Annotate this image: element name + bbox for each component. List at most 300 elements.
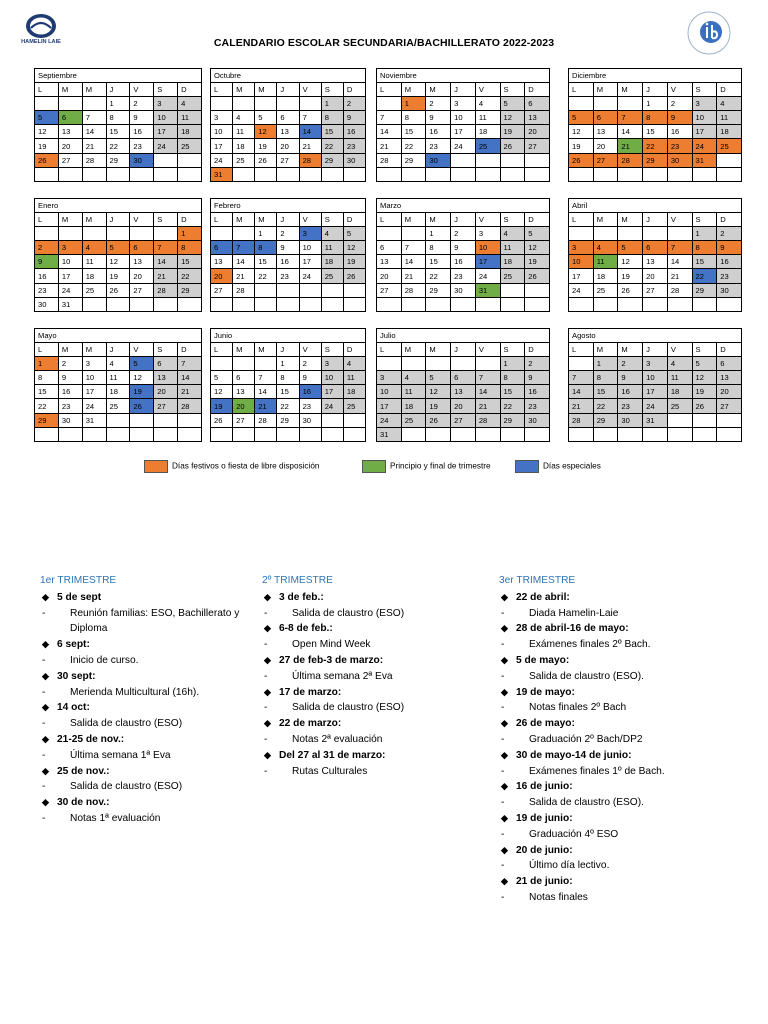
day-header: L bbox=[377, 343, 402, 357]
legend-swatch-especial bbox=[515, 460, 539, 473]
day-header: D bbox=[525, 213, 550, 227]
day-cell: 24 bbox=[643, 399, 668, 413]
day-cell: 5 bbox=[618, 241, 643, 255]
month-name: Febrero bbox=[211, 199, 366, 213]
month-name: Septiembre bbox=[35, 69, 202, 83]
day-header: D bbox=[717, 213, 742, 227]
day-header: L bbox=[211, 83, 233, 97]
event-description: - Último día lectivo. bbox=[499, 858, 719, 874]
empty-day-cell bbox=[426, 357, 451, 371]
day-header: D bbox=[343, 83, 365, 97]
day-cell: 12 bbox=[692, 371, 717, 385]
day-cell: 14 bbox=[178, 371, 202, 385]
day-cell: 26 bbox=[500, 139, 525, 153]
day-cell: 12 bbox=[569, 125, 594, 139]
day-cell: 11 bbox=[401, 385, 426, 399]
day-cell: 30 bbox=[451, 283, 476, 297]
day-cell: 4 bbox=[593, 241, 618, 255]
empty-day-cell bbox=[475, 357, 500, 371]
empty-day-cell bbox=[82, 167, 106, 181]
day-cell: 6 bbox=[154, 357, 178, 371]
day-cell: 8 bbox=[692, 241, 717, 255]
day-cell: 16 bbox=[717, 255, 742, 269]
empty-day-cell bbox=[130, 413, 154, 427]
day-cell: 14 bbox=[299, 125, 321, 139]
month-noviembre bbox=[376, 68, 550, 182]
day-cell: 7 bbox=[475, 371, 500, 385]
day-cell: 22 bbox=[401, 139, 426, 153]
day-header: M bbox=[233, 213, 255, 227]
day-cell: 9 bbox=[130, 111, 154, 125]
day-cell: 29 bbox=[35, 413, 59, 427]
day-header: M bbox=[82, 83, 106, 97]
empty-day-cell bbox=[717, 297, 742, 311]
day-cell: 12 bbox=[426, 385, 451, 399]
day-cell: 4 bbox=[475, 97, 500, 111]
day-cell: 3 bbox=[154, 97, 178, 111]
day-cell: 14 bbox=[618, 125, 643, 139]
day-cell: 3 bbox=[643, 357, 668, 371]
day-cell: 16 bbox=[426, 125, 451, 139]
day-cell: 7 bbox=[255, 371, 277, 385]
empty-day-cell bbox=[343, 297, 365, 311]
month-name: Diciembre bbox=[569, 69, 742, 83]
day-cell: 16 bbox=[277, 255, 299, 269]
day-cell: 1 bbox=[35, 357, 59, 371]
day-cell: 27 bbox=[58, 153, 82, 167]
day-cell: 3 bbox=[321, 357, 343, 371]
event-date: ◆ 26 de mayo: bbox=[499, 716, 719, 732]
day-cell: 27 bbox=[377, 283, 402, 297]
empty-day-cell bbox=[277, 97, 299, 111]
day-cell: 27 bbox=[525, 139, 550, 153]
day-header: V bbox=[130, 213, 154, 227]
empty-day-cell bbox=[35, 97, 59, 111]
empty-day-cell bbox=[82, 227, 106, 241]
ib-logo bbox=[686, 10, 732, 56]
day-cell: 13 bbox=[211, 255, 233, 269]
day-header: S bbox=[321, 343, 343, 357]
day-cell: 17 bbox=[643, 385, 668, 399]
empty-day-cell bbox=[692, 413, 717, 427]
day-cell: 24 bbox=[377, 413, 402, 427]
day-cell: 3 bbox=[377, 371, 402, 385]
day-cell: 30 bbox=[525, 413, 550, 427]
day-cell: 21 bbox=[233, 269, 255, 283]
empty-day-cell bbox=[401, 427, 426, 441]
empty-day-cell bbox=[692, 297, 717, 311]
day-cell: 8 bbox=[178, 241, 202, 255]
day-cell: 29 bbox=[321, 153, 343, 167]
day-cell: 4 bbox=[401, 371, 426, 385]
day-header: D bbox=[717, 343, 742, 357]
empty-day-cell bbox=[233, 357, 255, 371]
empty-day-cell bbox=[569, 227, 594, 241]
day-cell: 25 bbox=[178, 139, 202, 153]
day-cell: 4 bbox=[717, 97, 742, 111]
day-cell: 26 bbox=[106, 283, 130, 297]
month-name: Octubre bbox=[211, 69, 366, 83]
day-cell: 18 bbox=[667, 385, 692, 399]
empty-day-cell bbox=[255, 427, 277, 441]
day-header: J bbox=[451, 213, 476, 227]
day-cell: 10 bbox=[82, 371, 106, 385]
empty-day-cell bbox=[618, 97, 643, 111]
event-date: ◆ 22 de marzo: bbox=[262, 716, 472, 732]
empty-day-cell bbox=[569, 297, 594, 311]
empty-day-cell bbox=[451, 427, 476, 441]
day-cell: 28 bbox=[82, 153, 106, 167]
empty-day-cell bbox=[154, 167, 178, 181]
day-cell: 11 bbox=[321, 241, 343, 255]
day-header: V bbox=[475, 343, 500, 357]
day-cell: 11 bbox=[593, 255, 618, 269]
day-cell: 25 bbox=[667, 399, 692, 413]
day-cell: 29 bbox=[643, 153, 668, 167]
empty-day-cell bbox=[593, 227, 618, 241]
day-cell: 19 bbox=[106, 269, 130, 283]
empty-day-cell bbox=[525, 167, 550, 181]
day-cell: 18 bbox=[401, 399, 426, 413]
day-cell: 3 bbox=[475, 227, 500, 241]
day-header: D bbox=[717, 83, 742, 97]
day-cell: 9 bbox=[451, 241, 476, 255]
day-cell: 6 bbox=[58, 111, 82, 125]
empty-day-cell bbox=[130, 427, 154, 441]
day-cell: 22 bbox=[35, 399, 59, 413]
day-cell: 14 bbox=[401, 255, 426, 269]
empty-day-cell bbox=[211, 297, 233, 311]
empty-day-cell bbox=[667, 413, 692, 427]
day-cell: 25 bbox=[233, 153, 255, 167]
day-cell: 2 bbox=[717, 227, 742, 241]
day-header: J bbox=[277, 83, 299, 97]
day-cell: 19 bbox=[569, 139, 594, 153]
empty-day-cell bbox=[401, 167, 426, 181]
day-cell: 5 bbox=[525, 227, 550, 241]
day-cell: 10 bbox=[377, 385, 402, 399]
day-cell: 13 bbox=[593, 125, 618, 139]
day-cell: 6 bbox=[717, 357, 742, 371]
trimestre-title: 1er TRIMESTRE bbox=[40, 575, 117, 586]
day-header: M bbox=[426, 343, 451, 357]
day-cell: 27 bbox=[717, 399, 742, 413]
day-cell: 29 bbox=[593, 413, 618, 427]
day-cell: 20 bbox=[58, 139, 82, 153]
event-date: ◆ 19 de mayo: bbox=[499, 685, 719, 701]
legend-label-festivo: Días festivos o fiesta de libre disposición bbox=[172, 461, 320, 471]
day-cell: 31 bbox=[211, 167, 233, 181]
day-cell: 14 bbox=[154, 255, 178, 269]
event-description: - Notas 2ª evaluación bbox=[262, 732, 472, 748]
day-cell: 23 bbox=[667, 139, 692, 153]
day-cell: 20 bbox=[377, 269, 402, 283]
empty-day-cell bbox=[106, 427, 130, 441]
month-name: Abril bbox=[569, 199, 742, 213]
day-cell: 7 bbox=[401, 241, 426, 255]
day-cell: 14 bbox=[233, 255, 255, 269]
day-header: V bbox=[299, 213, 321, 227]
empty-day-cell bbox=[255, 297, 277, 311]
empty-day-cell bbox=[525, 283, 550, 297]
day-header: L bbox=[377, 213, 402, 227]
day-cell: 8 bbox=[593, 371, 618, 385]
empty-day-cell bbox=[343, 283, 365, 297]
empty-day-cell bbox=[321, 167, 343, 181]
day-header: J bbox=[643, 343, 668, 357]
day-cell: 21 bbox=[618, 139, 643, 153]
empty-day-cell bbox=[593, 427, 618, 441]
day-cell: 13 bbox=[525, 111, 550, 125]
day-cell: 3 bbox=[569, 241, 594, 255]
day-cell: 28 bbox=[569, 413, 594, 427]
day-cell: 28 bbox=[178, 399, 202, 413]
day-cell: 22 bbox=[255, 269, 277, 283]
empty-day-cell bbox=[35, 427, 59, 441]
empty-day-cell bbox=[82, 427, 106, 441]
day-cell: 8 bbox=[643, 111, 668, 125]
day-cell: 24 bbox=[299, 269, 321, 283]
day-cell: 15 bbox=[277, 385, 299, 399]
empty-day-cell bbox=[299, 427, 321, 441]
day-cell: 19 bbox=[692, 385, 717, 399]
day-cell: 15 bbox=[35, 385, 59, 399]
empty-day-cell bbox=[233, 167, 255, 181]
day-header: J bbox=[451, 343, 476, 357]
day-cell: 21 bbox=[299, 139, 321, 153]
empty-day-cell bbox=[255, 167, 277, 181]
day-cell: 20 bbox=[593, 139, 618, 153]
empty-day-cell bbox=[475, 167, 500, 181]
empty-day-cell bbox=[130, 297, 154, 311]
empty-day-cell bbox=[211, 427, 233, 441]
day-header: D bbox=[178, 83, 202, 97]
day-cell: 19 bbox=[525, 255, 550, 269]
day-header: V bbox=[475, 213, 500, 227]
month-name: Enero bbox=[35, 199, 202, 213]
day-cell: 11 bbox=[82, 255, 106, 269]
event-description: - Salida de claustro (ESO) bbox=[262, 700, 472, 716]
day-cell: 21 bbox=[154, 269, 178, 283]
day-cell: 31 bbox=[82, 413, 106, 427]
day-cell: 12 bbox=[106, 255, 130, 269]
day-cell: 10 bbox=[569, 255, 594, 269]
day-cell: 28 bbox=[401, 283, 426, 297]
legend-label-especial: Días especiales bbox=[543, 461, 601, 471]
month-septiembre bbox=[34, 68, 202, 182]
event-description: - Open Mind Week bbox=[262, 637, 472, 653]
day-cell: 6 bbox=[233, 371, 255, 385]
day-cell: 28 bbox=[255, 413, 277, 427]
empty-day-cell bbox=[277, 427, 299, 441]
empty-day-cell bbox=[178, 153, 202, 167]
day-cell: 29 bbox=[500, 413, 525, 427]
empty-day-cell bbox=[343, 413, 365, 427]
day-header: M bbox=[401, 343, 426, 357]
month-junio bbox=[210, 328, 366, 442]
empty-day-cell bbox=[569, 357, 594, 371]
empty-day-cell bbox=[593, 297, 618, 311]
event-date: ◆ 25 de nov.: bbox=[40, 764, 262, 780]
day-header: L bbox=[569, 83, 594, 97]
day-header: S bbox=[692, 343, 717, 357]
day-cell: 30 bbox=[618, 413, 643, 427]
day-header: S bbox=[692, 83, 717, 97]
day-cell: 23 bbox=[717, 269, 742, 283]
day-cell: 20 bbox=[154, 385, 178, 399]
day-cell: 7 bbox=[377, 111, 402, 125]
day-cell: 12 bbox=[343, 241, 365, 255]
empty-day-cell bbox=[58, 227, 82, 241]
day-cell: 22 bbox=[692, 269, 717, 283]
day-cell: 13 bbox=[377, 255, 402, 269]
day-cell: 1 bbox=[178, 227, 202, 241]
empty-day-cell bbox=[377, 227, 402, 241]
day-cell: 15 bbox=[593, 385, 618, 399]
event-date: ◆ 20 de junio: bbox=[499, 843, 719, 859]
day-cell: 1 bbox=[277, 357, 299, 371]
day-cell: 23 bbox=[58, 399, 82, 413]
empty-day-cell bbox=[178, 167, 202, 181]
day-header: S bbox=[692, 213, 717, 227]
month-marzo bbox=[376, 198, 550, 312]
month-julio bbox=[376, 328, 550, 442]
day-cell: 2 bbox=[451, 227, 476, 241]
day-header: S bbox=[154, 343, 178, 357]
day-cell: 9 bbox=[618, 371, 643, 385]
day-cell: 19 bbox=[618, 269, 643, 283]
day-cell: 5 bbox=[35, 111, 59, 125]
day-cell: 19 bbox=[426, 399, 451, 413]
event-description: - Notas finales bbox=[499, 890, 719, 906]
day-cell: 11 bbox=[106, 371, 130, 385]
empty-day-cell bbox=[211, 227, 233, 241]
day-cell: 4 bbox=[233, 111, 255, 125]
day-cell: 30 bbox=[35, 297, 59, 311]
day-header: M bbox=[401, 83, 426, 97]
day-cell: 23 bbox=[525, 399, 550, 413]
trimestre-2-column bbox=[262, 573, 472, 779]
day-cell: 16 bbox=[667, 125, 692, 139]
empty-day-cell bbox=[211, 357, 233, 371]
day-cell: 16 bbox=[618, 385, 643, 399]
day-cell: 24 bbox=[569, 283, 594, 297]
month-name: Marzo bbox=[377, 199, 550, 213]
event-date: ◆ 3 de feb.: bbox=[262, 590, 472, 606]
day-cell: 26 bbox=[692, 399, 717, 413]
day-cell: 23 bbox=[130, 139, 154, 153]
day-cell: 14 bbox=[475, 385, 500, 399]
day-header: L bbox=[569, 213, 594, 227]
day-cell: 17 bbox=[82, 385, 106, 399]
legend-swatch-festivo bbox=[144, 460, 168, 473]
day-cell: 26 bbox=[426, 413, 451, 427]
day-cell: 2 bbox=[618, 357, 643, 371]
day-cell: 28 bbox=[475, 413, 500, 427]
day-cell: 22 bbox=[277, 399, 299, 413]
day-header: J bbox=[106, 83, 130, 97]
empty-day-cell bbox=[299, 297, 321, 311]
empty-day-cell bbox=[451, 153, 476, 167]
day-cell: 17 bbox=[321, 385, 343, 399]
empty-day-cell bbox=[154, 427, 178, 441]
day-cell: 5 bbox=[106, 241, 130, 255]
day-cell: 20 bbox=[643, 269, 668, 283]
day-cell: 17 bbox=[211, 139, 233, 153]
day-cell: 4 bbox=[343, 357, 365, 371]
day-cell: 10 bbox=[451, 111, 476, 125]
day-cell: 2 bbox=[130, 97, 154, 111]
day-cell: 10 bbox=[475, 241, 500, 255]
empty-day-cell bbox=[667, 297, 692, 311]
day-header: M bbox=[233, 83, 255, 97]
day-cell: 27 bbox=[233, 413, 255, 427]
day-cell: 18 bbox=[178, 125, 202, 139]
empty-day-cell bbox=[451, 297, 476, 311]
day-cell: 7 bbox=[569, 371, 594, 385]
day-cell: 25 bbox=[321, 269, 343, 283]
day-cell: 22 bbox=[106, 139, 130, 153]
day-cell: 17 bbox=[377, 399, 402, 413]
day-cell: 10 bbox=[211, 125, 233, 139]
event-date: ◆ 5 de mayo: bbox=[499, 653, 719, 669]
day-cell: 24 bbox=[58, 283, 82, 297]
empty-day-cell bbox=[82, 97, 106, 111]
day-cell: 13 bbox=[154, 371, 178, 385]
day-header: J bbox=[106, 213, 130, 227]
day-header: J bbox=[643, 83, 668, 97]
empty-day-cell bbox=[321, 427, 343, 441]
day-header: J bbox=[643, 213, 668, 227]
day-header: J bbox=[277, 213, 299, 227]
empty-day-cell bbox=[58, 97, 82, 111]
day-cell: 6 bbox=[130, 241, 154, 255]
empty-day-cell bbox=[643, 167, 668, 181]
empty-day-cell bbox=[692, 167, 717, 181]
empty-day-cell bbox=[500, 427, 525, 441]
day-header: J bbox=[451, 83, 476, 97]
day-cell: 29 bbox=[692, 283, 717, 297]
day-cell: 5 bbox=[211, 371, 233, 385]
event-description: - Salida de claustro (ESO) bbox=[40, 716, 262, 732]
day-cell: 21 bbox=[377, 139, 402, 153]
day-cell: 20 bbox=[130, 269, 154, 283]
day-cell: 2 bbox=[277, 227, 299, 241]
day-cell: 23 bbox=[451, 269, 476, 283]
day-header: D bbox=[343, 213, 365, 227]
day-cell: 6 bbox=[277, 111, 299, 125]
empty-day-cell bbox=[500, 167, 525, 181]
day-header: D bbox=[343, 343, 365, 357]
day-header: M bbox=[618, 83, 643, 97]
day-cell: 15 bbox=[255, 255, 277, 269]
legend-label-trimestre: Principio y final de trimestre bbox=[390, 461, 491, 471]
day-header: V bbox=[130, 343, 154, 357]
day-cell: 10 bbox=[154, 111, 178, 125]
day-cell: 16 bbox=[451, 255, 476, 269]
day-cell: 11 bbox=[475, 111, 500, 125]
day-cell: 29 bbox=[426, 283, 451, 297]
day-cell: 1 bbox=[643, 97, 668, 111]
trimestre-title: 2º TRIMESTRE bbox=[262, 575, 333, 586]
empty-day-cell bbox=[717, 167, 742, 181]
day-cell: 12 bbox=[211, 385, 233, 399]
day-cell: 8 bbox=[277, 371, 299, 385]
day-header: M bbox=[593, 213, 618, 227]
day-cell: 11 bbox=[233, 125, 255, 139]
day-cell: 8 bbox=[35, 371, 59, 385]
day-cell: 25 bbox=[401, 413, 426, 427]
